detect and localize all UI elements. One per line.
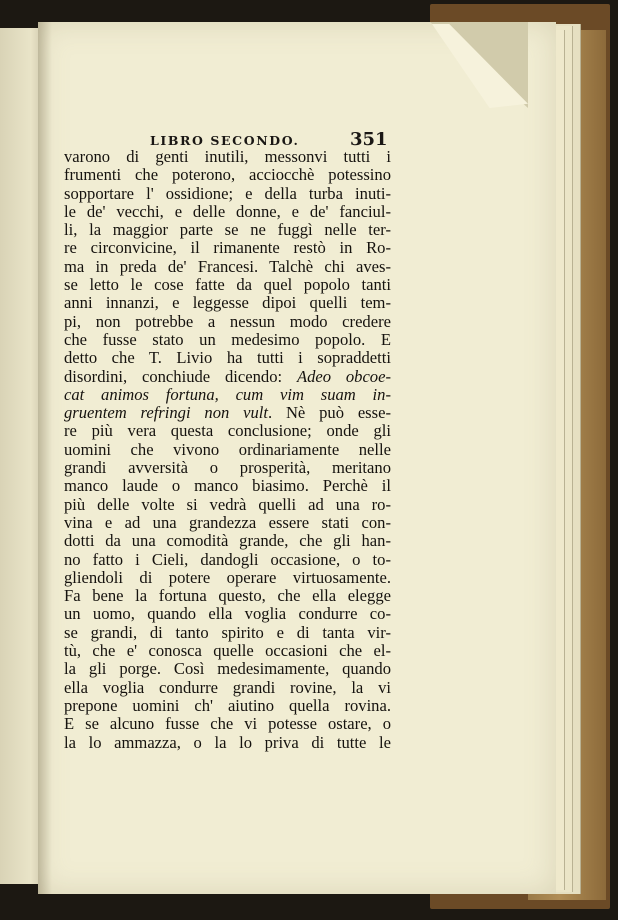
text-line — [64, 221, 391, 239]
line-text: uomini che vivono ordinariamente nelle — [64, 440, 391, 459]
line-text: se letto le cose fatte da quel popolo tanti — [64, 276, 391, 295]
text-line — [64, 258, 391, 276]
text-line — [64, 239, 391, 257]
text-line — [64, 642, 391, 660]
text-line — [64, 660, 391, 678]
text-line — [64, 551, 391, 569]
running-head-title: LIBRO SECONDO. — [150, 133, 300, 148]
italic-quote-text: gruentem refringi non vult — [64, 404, 268, 423]
line-text: li, la maggior parte se ne fuggì nelle ter- — [64, 221, 391, 240]
line-text: re più vera questa conclusione; onde gli — [64, 422, 391, 441]
line-text: gliendoli di potere operare virtuosamente. — [64, 568, 391, 587]
line-text: che fusse stato un medesimo popolo. E — [64, 330, 391, 349]
text-line — [64, 715, 391, 733]
text-line — [64, 331, 391, 349]
line-text: detto che T. Livio ha tutti i sopraddetti — [64, 349, 391, 368]
line-text: vina e ad una grandezza essere stati con- — [64, 513, 391, 532]
line-text: grandi avversità o prosperità, meritano — [64, 459, 391, 478]
text-line — [64, 624, 391, 642]
text-line — [64, 587, 391, 605]
line-text: dotti da una comodità grande, che gli han- — [64, 532, 391, 551]
line-text: un uomo, quando ella voglia condurre co- — [64, 605, 391, 624]
line-text: anni innanzi, e leggesse dipoi quelli tem- — [64, 294, 391, 313]
body-text — [64, 148, 391, 752]
gutter-shadow — [38, 22, 52, 894]
italic-quote-text: Adeo obcoe- — [296, 367, 391, 386]
line-text: più delle volte si vedrà quelli ad una ro- — [64, 495, 391, 514]
line-text: no fatto i Cieli, dandogli occasione, o to- — [64, 550, 391, 569]
text-line — [64, 679, 391, 697]
line-text: pi, non potrebbe a nessun modo credere — [64, 312, 391, 331]
text-line — [64, 185, 391, 203]
text-line — [64, 459, 391, 477]
page-number: 351 — [350, 129, 388, 150]
line-text: le de' vecchi, e delle donne, e de' fanciul- — [64, 202, 391, 221]
line-text: ma in preda de' Francesi. Talchè chi aves- — [64, 257, 391, 276]
line-text: disordini, conchiude dicendo: — [64, 367, 297, 386]
text-line — [64, 569, 391, 587]
line-text: E se alcuno fusse che vi potesse ostare, o — [64, 715, 391, 734]
line-text: manco laude o manco biasimo. Perchè il — [64, 477, 391, 496]
text-line — [64, 386, 391, 404]
line-text: Fa bene la fortuna questo, che ella elegge — [64, 587, 391, 606]
text-line — [64, 368, 391, 386]
text-line — [64, 313, 391, 331]
text-line — [64, 496, 391, 514]
line-text: se grandi, di tanto spirito e di tanta vir- — [64, 623, 391, 642]
italic-quote-text: cat animos fortuna, cum vim suam in- — [64, 385, 391, 404]
line-text: re circonvicine, il rimanente restò in Ro- — [64, 239, 391, 258]
line-text: tù, che e' conosca quelle occasioni che el- — [64, 642, 391, 661]
text-line — [64, 734, 391, 752]
text-line — [64, 148, 391, 166]
line-text: . Nè può esse- — [267, 404, 391, 423]
line-text: prepone uomini ch' aiutino quella rovina. — [64, 696, 391, 715]
text-line — [64, 294, 391, 312]
line-text: frumenti che poterono, acciocchè potessino — [64, 166, 391, 185]
text-line — [64, 605, 391, 623]
text-line — [64, 477, 391, 495]
line-text: la lo ammazza, o la lo priva di tutte le — [64, 733, 391, 752]
line-text: sopportare l' ossidione; e della turba inuti- — [64, 184, 391, 203]
text-line — [64, 532, 391, 550]
text-line — [64, 203, 391, 221]
text-line — [64, 697, 391, 715]
line-text: ella voglia condurre grandi rovine, la vi — [64, 678, 391, 697]
text-line — [64, 422, 391, 440]
text-line — [64, 404, 391, 422]
line-text: varono di genti inutili, messonvi tutti i — [64, 148, 391, 166]
text-line — [64, 514, 391, 532]
line-text: la gli porge. Così medesimamente, quando — [64, 660, 391, 679]
text-line — [64, 349, 391, 367]
text-line — [64, 166, 391, 184]
text-line — [64, 276, 391, 294]
text-line — [64, 441, 391, 459]
